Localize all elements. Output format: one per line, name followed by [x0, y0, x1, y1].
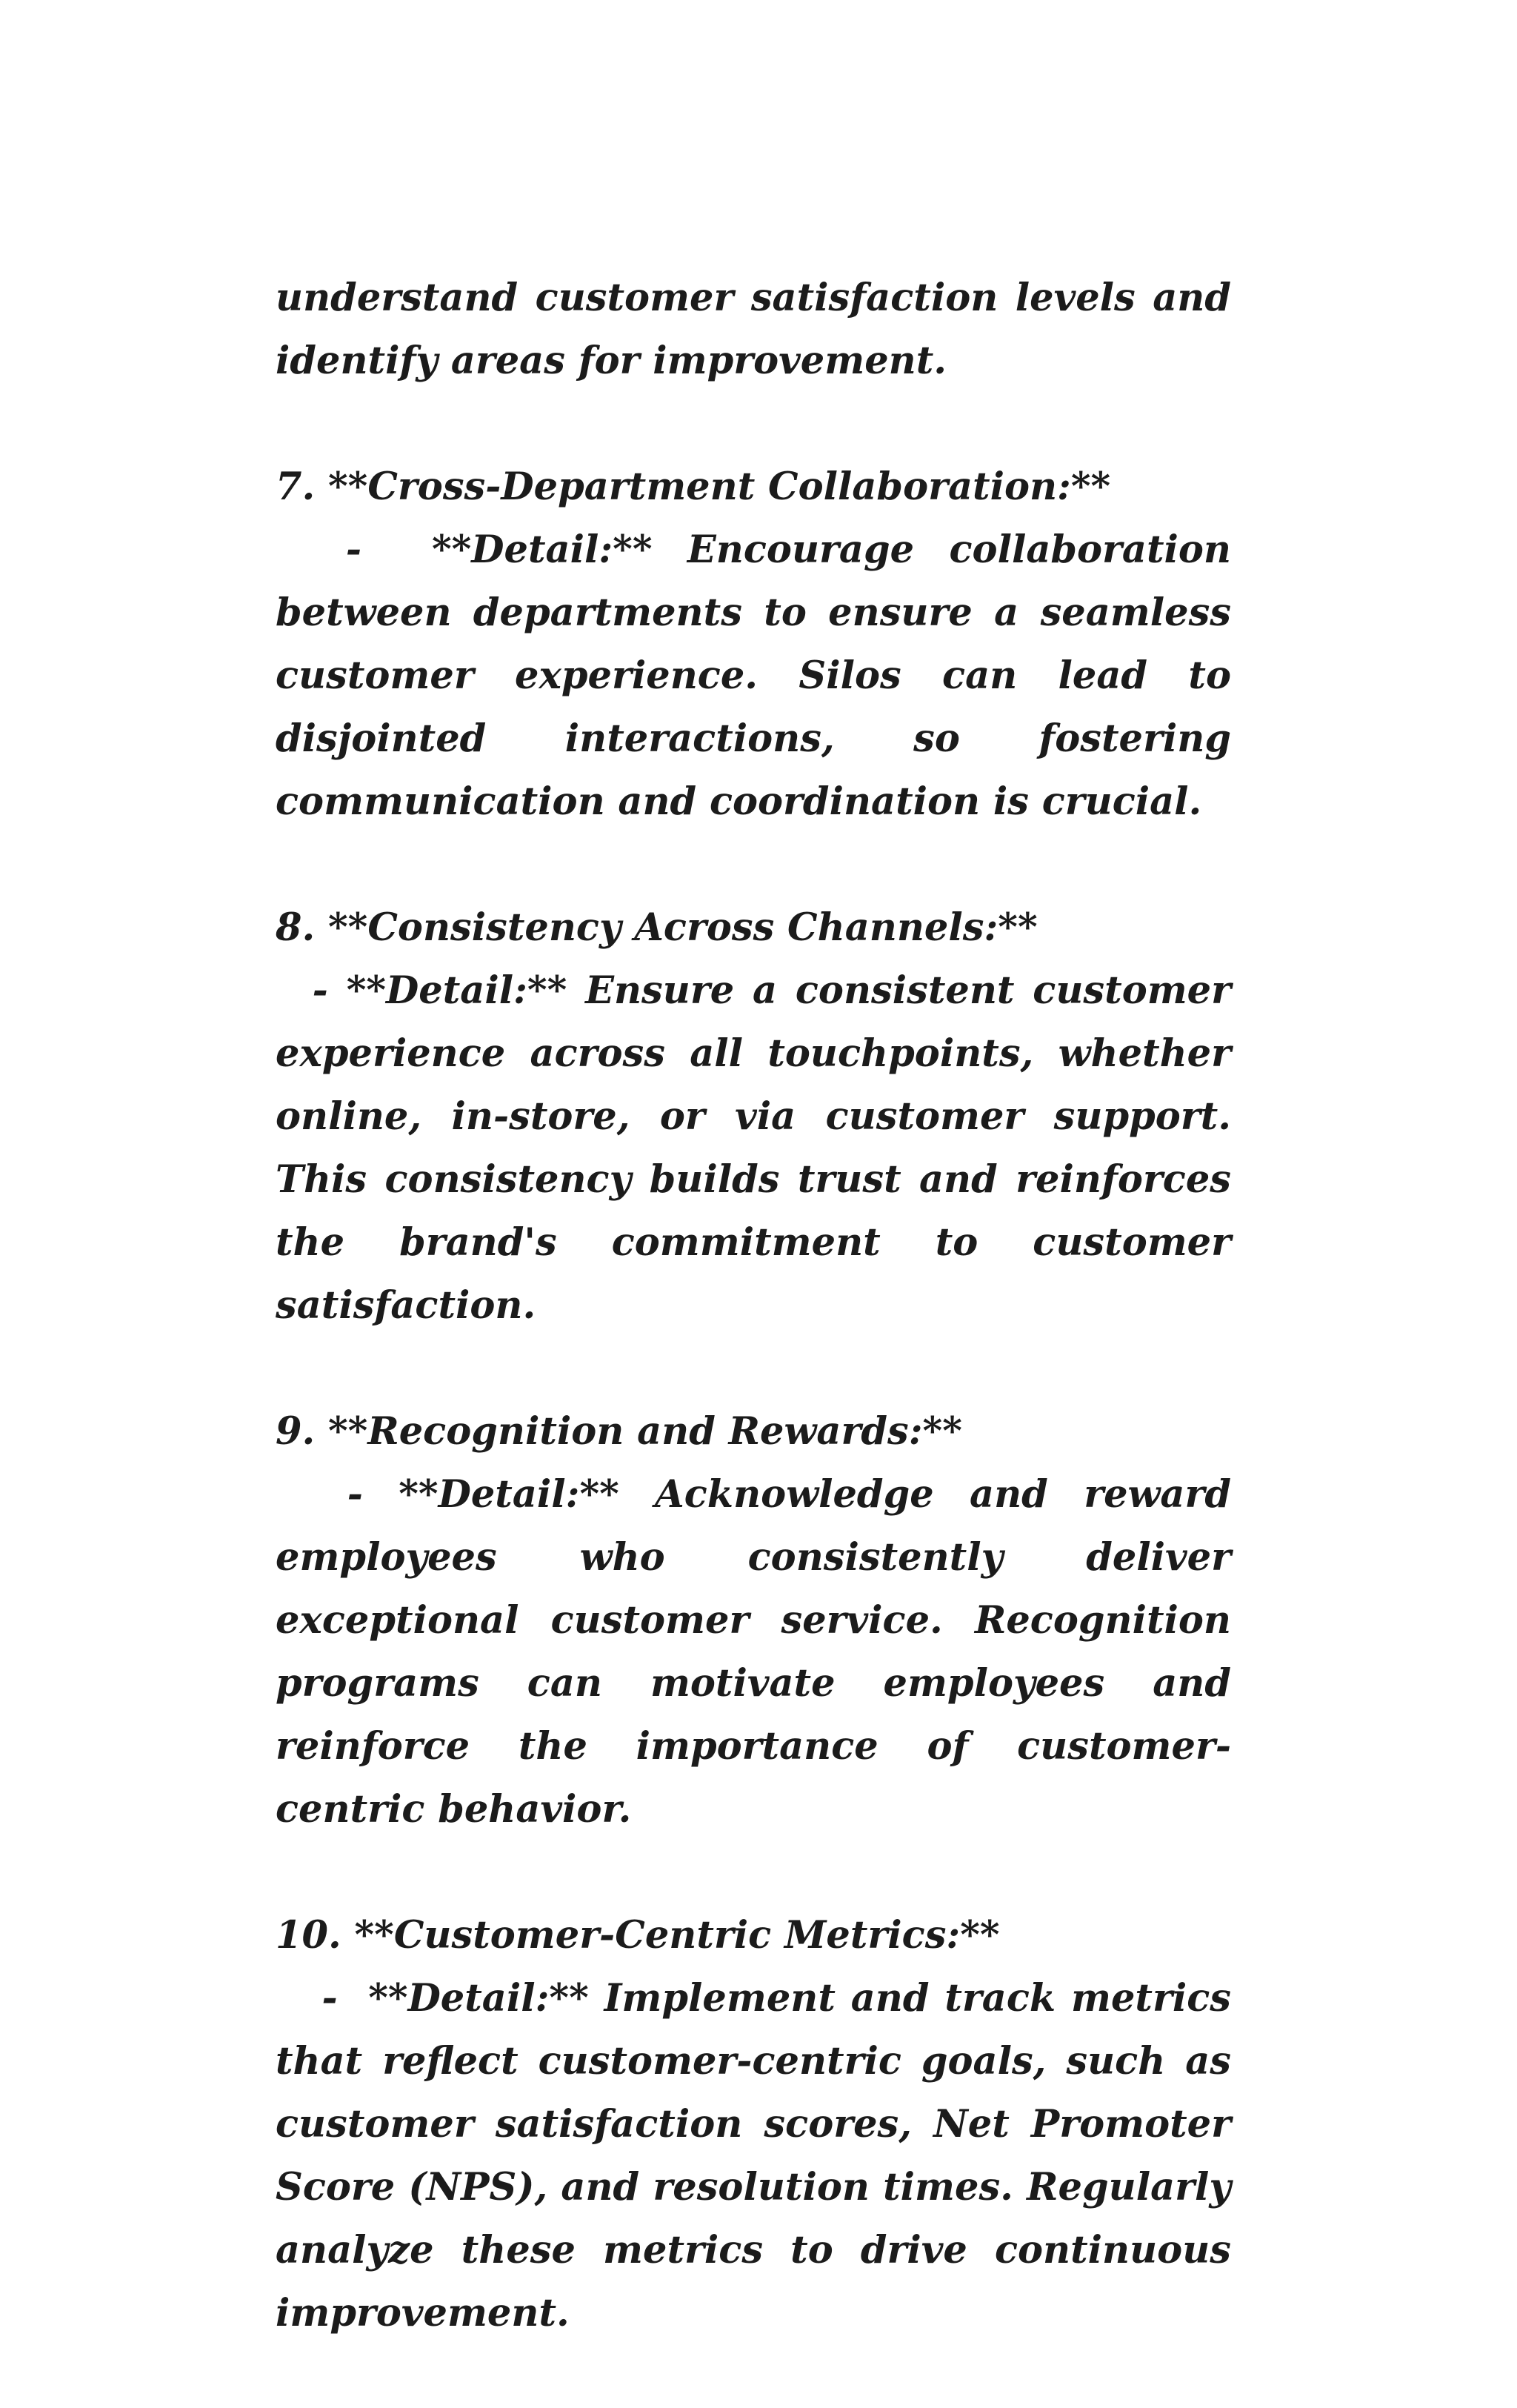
section-heading: 7. **Cross-Department Collaboration:** — [276, 465, 1111, 509]
document-page — [276, 267, 1231, 2408]
detail-text: **Detail:** Implement and track metrics that reflect customer-centric goals, such as customer satisfaction scores, Net Promoter Score (NPS), and resolution times. Regularly analyze these metrics to drive continuous improvement. — [276, 1976, 1231, 2335]
section-detail — [276, 519, 1231, 834]
intro-paragraph: understand customer satisfaction levels and identify areas for improvement. — [276, 276, 1231, 383]
section-heading: 10. **Customer-Centric Metrics:** — [276, 1913, 1000, 1958]
section-detail — [276, 959, 1231, 1337]
detail-text: **Detail:** Acknowledge and reward employees who consistently deliver exceptional customer service. Recognition programs can motivate employees and reinforce the importance of customer-centric behavior. — [276, 1472, 1231, 1832]
section-7 — [276, 456, 1231, 834]
section-heading: 8. **Consistency Across Channels:** — [276, 905, 1038, 950]
detail-bullet: - — [276, 1472, 399, 1517]
section-10 — [276, 1904, 1231, 2345]
detail-bullet: - — [276, 968, 347, 1013]
section-detail — [276, 1967, 1231, 2345]
detail-text: **Detail:** Ensure a consistent customer experience across all touchpoints, whether online, in-store, or via customer support. This consistency builds trust and reinforces the brand's commitment to customer satisfaction. — [276, 968, 1232, 1328]
section-9 — [276, 1400, 1231, 1841]
detail-bullet: - — [276, 1976, 369, 2020]
section-8 — [276, 897, 1231, 1337]
detail-text: **Detail:** Encourage collaboration between departments to ensure a seamless customer experience. Silos can lead to disjointed interactions, so fostering communication and coordination is crucial. — [276, 528, 1231, 824]
section-detail — [276, 1463, 1231, 1841]
detail-bullet: - — [276, 528, 432, 572]
section-heading: 9. **Recognition and Rewards:** — [276, 1409, 962, 1454]
